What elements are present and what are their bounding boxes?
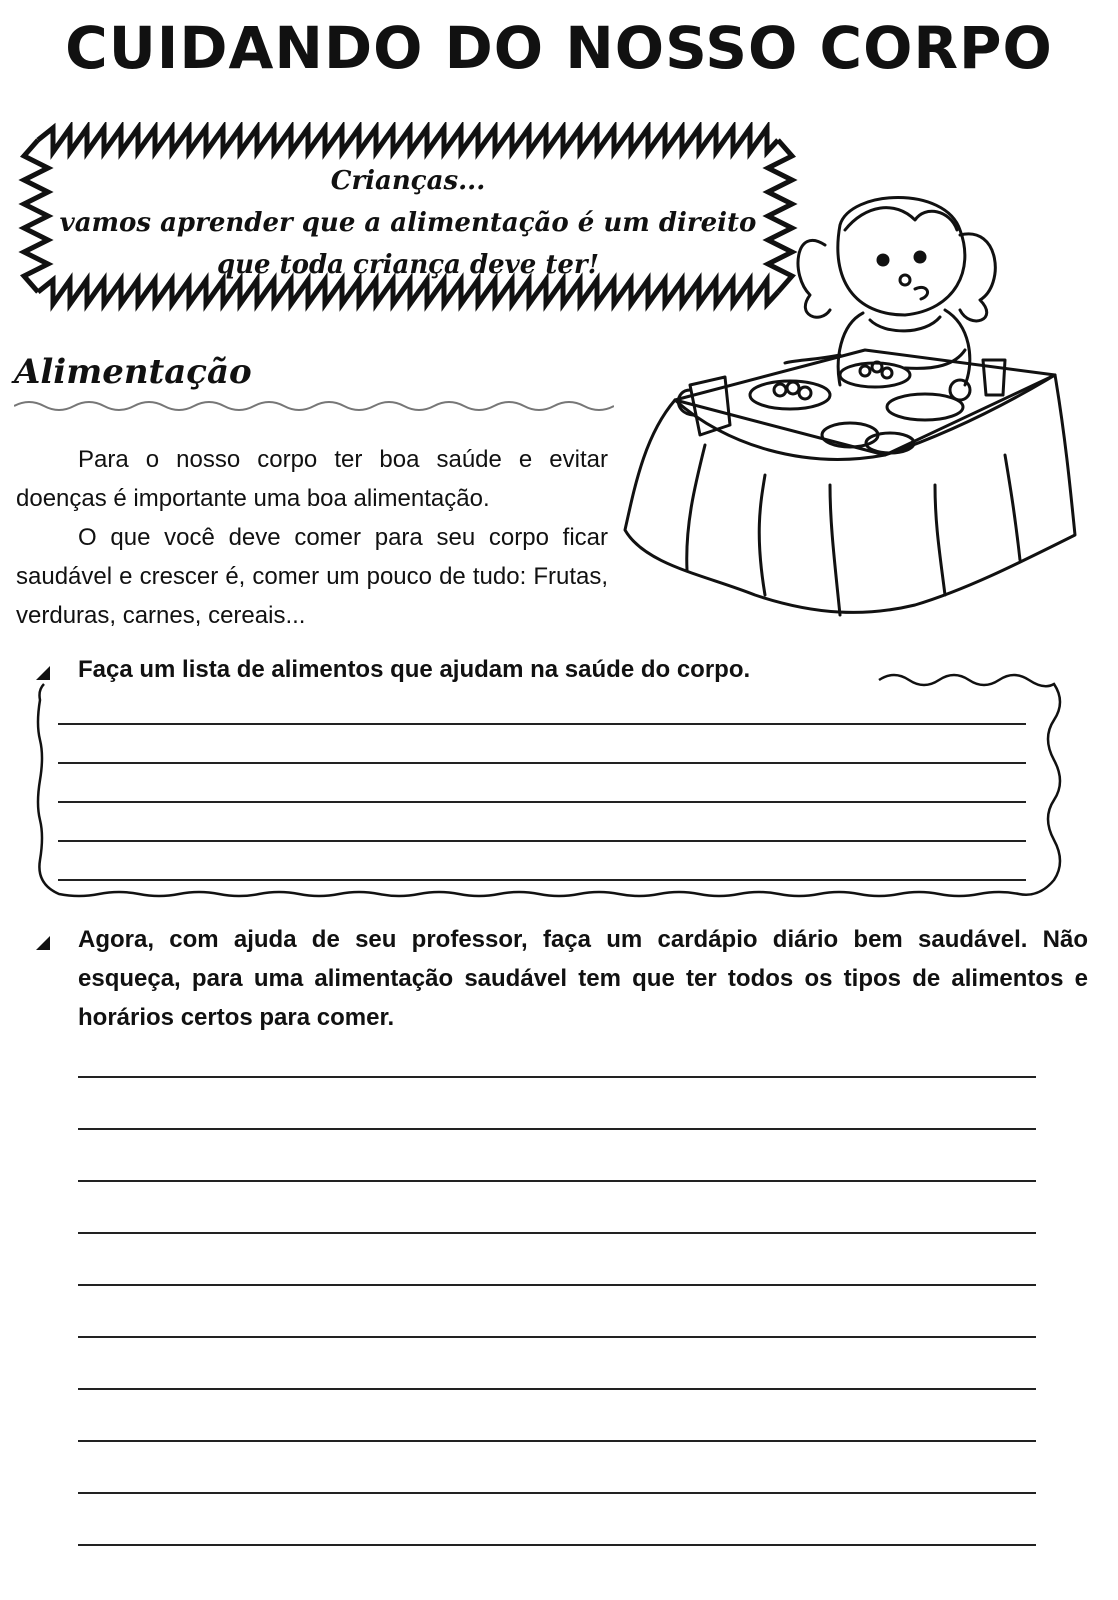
banner-line-3: que toda criança deve ter! — [216, 250, 600, 280]
triangle-bullet-icon — [34, 934, 52, 952]
answer-line[interactable] — [78, 1232, 1036, 1234]
page-title: CUIDANDO DO NOSSO CORPO — [65, 14, 1053, 82]
answer-line[interactable] — [78, 1492, 1036, 1494]
banner-line-1: Crianças... — [330, 166, 486, 196]
answer-line[interactable] — [78, 1388, 1036, 1390]
answer-line[interactable] — [58, 879, 1026, 881]
answer-line[interactable] — [58, 840, 1026, 842]
section-heading: Alimentação — [14, 352, 252, 392]
activity-2-instruction: Agora, com ajuda de seu professor, faça um cardápio diário bem saudável. Não esqueça, para uma alimentação saudável tem que ter todos os tipos de alimentos e horários certos para comer. — [78, 926, 1088, 1031]
answer-line[interactable] — [78, 1336, 1036, 1338]
answer-line[interactable] — [78, 1544, 1036, 1546]
girl-eating-illustration-icon — [615, 185, 1085, 625]
answer-line[interactable] — [78, 1180, 1036, 1182]
answer-line[interactable] — [78, 1076, 1036, 1078]
answer-line[interactable] — [58, 801, 1026, 803]
activity-1-instruction: Faça um lista de alimentos que ajudam na saúde do corpo. — [78, 656, 751, 683]
wavy-answer-box-icon — [24, 662, 1072, 912]
answer-line[interactable] — [58, 723, 1026, 725]
paragraph-1-text: Para o nosso corpo ter boa saúde e evitar doenças é importante uma boa alimentação. — [16, 446, 608, 512]
answer-line[interactable] — [78, 1284, 1036, 1286]
answer-line[interactable] — [58, 762, 1026, 764]
answer-line[interactable] — [78, 1128, 1036, 1130]
paragraph-2 — [16, 518, 608, 635]
answer-line[interactable] — [78, 1440, 1036, 1442]
paragraph-2-text: O que você deve comer para seu corpo ficar saudável e crescer é, comer um pouco de tudo: Frutas, verduras, carnes, cereais... — [16, 524, 608, 629]
paragraph-1 — [16, 440, 608, 518]
banner-line-2: vamos aprender que a alimentação é um direito — [59, 208, 757, 238]
wavy-underline-icon — [14, 398, 614, 414]
